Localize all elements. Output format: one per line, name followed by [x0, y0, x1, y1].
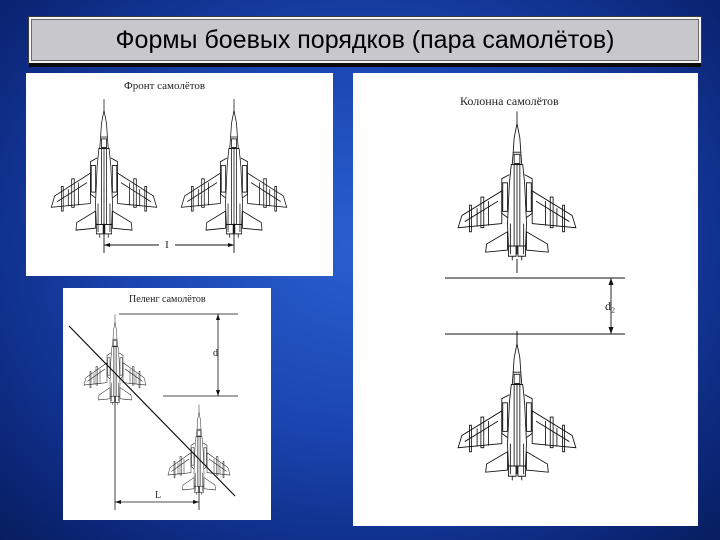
front-jet-left	[51, 99, 156, 238]
column-jet-trail	[458, 331, 576, 480]
slide-title: Формы боевых порядков (пара самолётов)	[115, 25, 615, 54]
front-jet-right	[181, 99, 286, 238]
echelon-bearing-line	[69, 326, 235, 496]
echelon-jet-lead	[84, 314, 146, 405]
slide-title-bar	[29, 17, 701, 63]
column-distance-label: d₂	[605, 299, 616, 313]
echelon-formation-panel	[63, 288, 271, 520]
echelon-caption: Пеленг самолётов	[129, 294, 206, 305]
front-caption: Фронт самолётов	[124, 80, 206, 92]
column-jet-lead	[458, 111, 576, 260]
front-spacing-label: I	[165, 239, 169, 251]
echelon-interval-label: L	[155, 490, 162, 501]
echelon-distance-label: d	[213, 348, 218, 359]
title-underline	[29, 63, 701, 67]
front-formation-panel	[26, 73, 333, 276]
column-formation-panel	[353, 73, 698, 526]
column-caption: Колонна самолётов	[460, 94, 559, 108]
